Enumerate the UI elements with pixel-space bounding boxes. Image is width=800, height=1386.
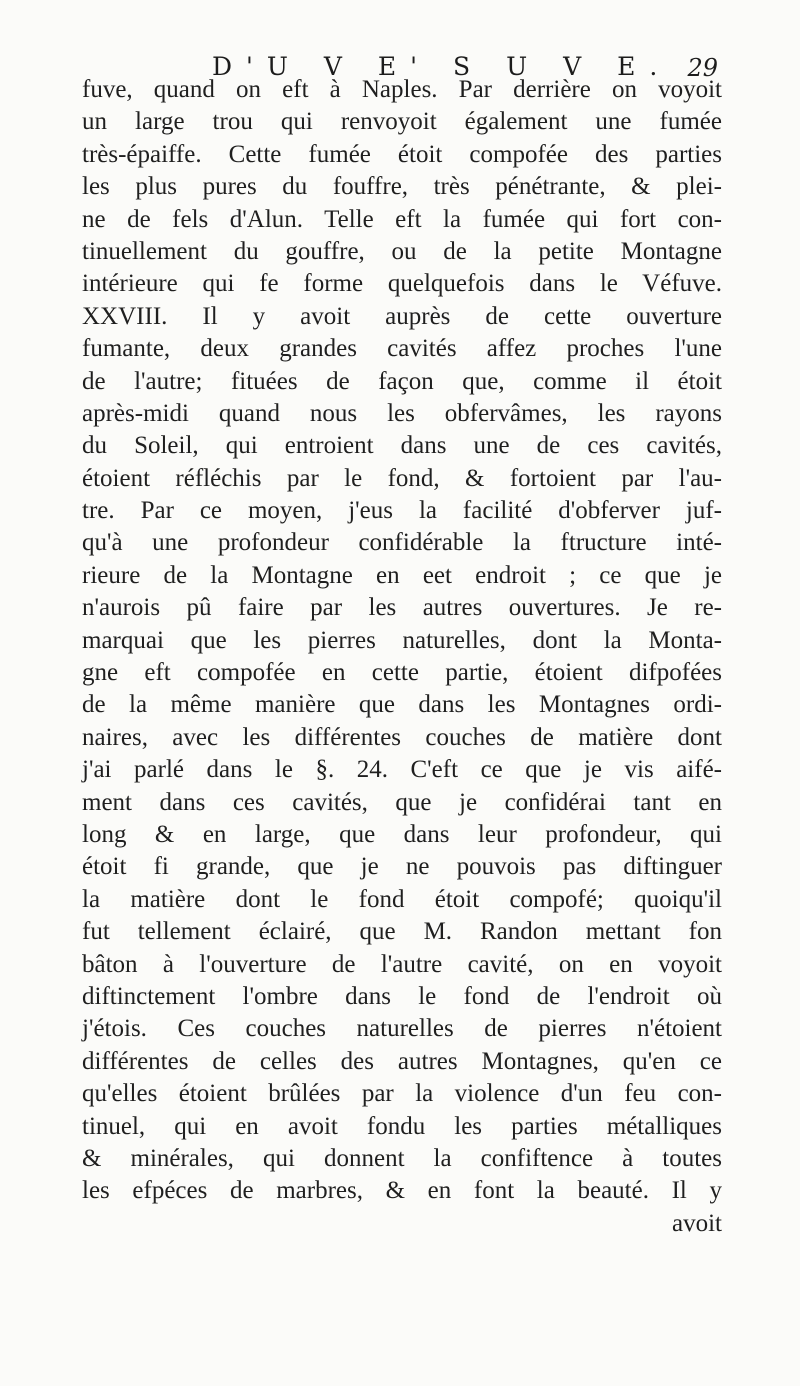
text-line: de l'autre; fituées de façon que, comme il étoit	[82, 367, 722, 395]
page-number: 29	[687, 54, 718, 82]
text-line: n'aurois pû faire par les autres ouvertures. Je re-	[82, 594, 722, 622]
text-line: tre. Par ce moyen, j'eus la facilité d'obferver juf-	[82, 497, 722, 525]
text-line: du Soleil, qui entroient dans une de ces cavités,	[82, 432, 722, 460]
text-line: qu'elles étoient brûlées par la violence d'un feu con-	[82, 1080, 722, 1108]
text-line: étoit fi grande, que je ne pouvois pas diftinguer	[82, 853, 722, 881]
text-line: ne de fels d'Alun. Telle eft la fumée qui fort con-	[82, 205, 722, 233]
text-line: long & en large, que dans leur profondeur, qui	[82, 820, 722, 848]
text-line: après-midi quand nous les obfervâmes, les rayons	[82, 399, 722, 427]
text-line: ment dans ces cavités, que je confidérai tant en	[82, 788, 722, 816]
text-line: étoient réfléchis par le fond, & fortoient par l'au-	[82, 464, 722, 492]
text-line: les efpéces de marbres, & en font la beauté. Il y	[82, 1177, 722, 1205]
text-line: intérieure qui fe forme quelquefois dans le Véfuve.	[82, 270, 722, 298]
text-line: XXVIII. Il y avoit auprès de cette ouverture	[82, 302, 722, 330]
text-line: naires, avec les différentes couches de matière dont	[82, 723, 722, 751]
text-line: gne eft compofée en cette partie, étoient difpofées	[82, 659, 722, 687]
text-line: différentes de celles des autres Montagnes, qu'en ce	[82, 1047, 722, 1075]
catchword: avoit	[672, 1209, 722, 1237]
text-line: très-épaiffe. Cette fumée étoit compofée des parties	[82, 140, 722, 168]
text-line: diftinctement l'ombre dans le fond de l'endroit où	[82, 982, 722, 1010]
text-line: tinuel, qui en avoit fondu les parties métalliques	[82, 1112, 722, 1140]
text-line: marquai que les pierres naturelles, dont la Monta-	[82, 626, 722, 654]
text-line: de la même manière que dans les Montagnes ordi-	[82, 691, 722, 719]
running-title: D'U V E' S U V E.	[212, 52, 672, 81]
text-line: les plus pures du fouffre, très pénétrante, & plei-	[82, 173, 722, 201]
text-line: tinuellement du gouffre, ou de la petite Montagne	[82, 237, 722, 265]
text-line: fumante, deux grandes cavités affez proches l'une	[82, 335, 722, 363]
text-line: un large trou qui renvoyoit également une fumée	[82, 108, 722, 136]
text-line: j'ai parlé dans le §. 24. C'eft ce que je vis aifé-	[82, 756, 722, 784]
text-line: j'étois. Ces couches naturelles de pierres n'étoient	[82, 1015, 722, 1043]
text-line: fuve, quand on eft à Naples. Par derrière on voyoit	[82, 76, 722, 103]
text-line: rieure de la Montagne en eet endroit ; ce que je	[82, 561, 722, 589]
text-line: qu'à une profondeur confidérable la ftructure inté-	[82, 529, 722, 557]
text-line: la matière dont le fond étoit compofé; quoiqu'il	[82, 885, 722, 913]
text-line: & minérales, qui donnent la confiftence à toutes	[82, 1144, 722, 1172]
text-line: bâton à l'ouverture de l'autre cavité, on en voyoit	[82, 950, 722, 978]
body-text	[82, 74, 722, 1240]
text-line: fut tellement éclairé, que M. Randon mettant fon	[82, 918, 722, 946]
